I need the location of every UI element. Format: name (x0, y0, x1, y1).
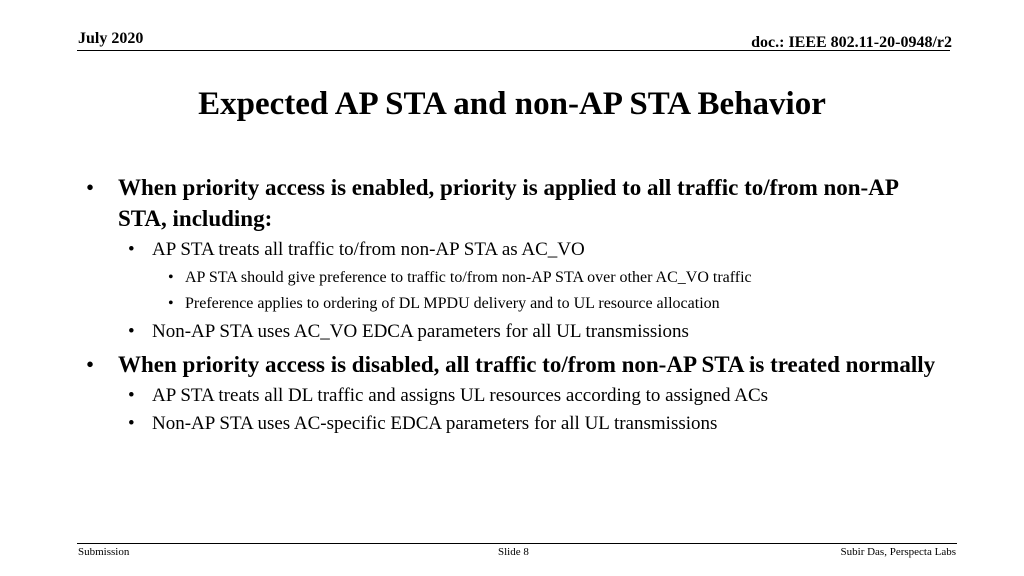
bullet-text: Non-AP STA uses AC_VO EDCA parameters for all UL transmissions (152, 321, 689, 342)
bullet-icon: • (168, 295, 174, 312)
bullet-level2 (128, 411, 946, 437)
bullet-text: Preference applies to ordering of DL MPDU delivery and to UL resource allocation (185, 295, 720, 312)
bullet-level3 (168, 267, 946, 289)
bullet-text: When priority access is disabled, all traffic to/from non-AP STA is treated normally (118, 352, 936, 377)
bullet-icon: • (128, 385, 135, 406)
bullet-icon: • (168, 269, 174, 286)
footer-slide-number: Slide 8 (498, 546, 529, 558)
bullet-level1 (86, 172, 946, 234)
header-date: July 2020 (78, 30, 144, 47)
bullet-level2 (128, 383, 946, 409)
bullet-level2 (128, 319, 946, 345)
footer-submission: Submission (78, 546, 130, 558)
slide-title: Expected AP STA and non-AP STA Behavior (198, 86, 826, 122)
footer-divider (77, 543, 957, 544)
footer-author: Subir Das, Perspecta Labs (840, 546, 956, 558)
bullet-text: AP STA should give preference to traffic to/from non-AP STA over other AC_VO traffic (185, 269, 752, 286)
bullet-level2 (128, 237, 946, 263)
header-doc-id: doc.: IEEE 802.11-20-0948/r2 (751, 34, 952, 51)
bullet-level3 (168, 293, 946, 315)
header-divider (77, 50, 950, 51)
bullet-level1 (86, 349, 946, 380)
bullet-icon: • (128, 413, 135, 434)
bullet-text: When priority access is enabled, priority is applied to all traffic to/from non-AP STA, including: (118, 175, 898, 231)
bullet-icon: • (128, 239, 135, 260)
bullet-icon: • (86, 352, 95, 377)
slide-body (86, 172, 946, 439)
bullet-icon: • (128, 321, 135, 342)
bullet-text: Non-AP STA uses AC-specific EDCA parameters for all UL transmissions (152, 413, 718, 434)
bullet-text: AP STA treats all DL traffic and assigns UL resources according to assigned ACs (152, 385, 769, 406)
bullet-text: AP STA treats all traffic to/from non-AP STA as AC_VO (152, 239, 585, 260)
bullet-icon: • (86, 175, 95, 200)
